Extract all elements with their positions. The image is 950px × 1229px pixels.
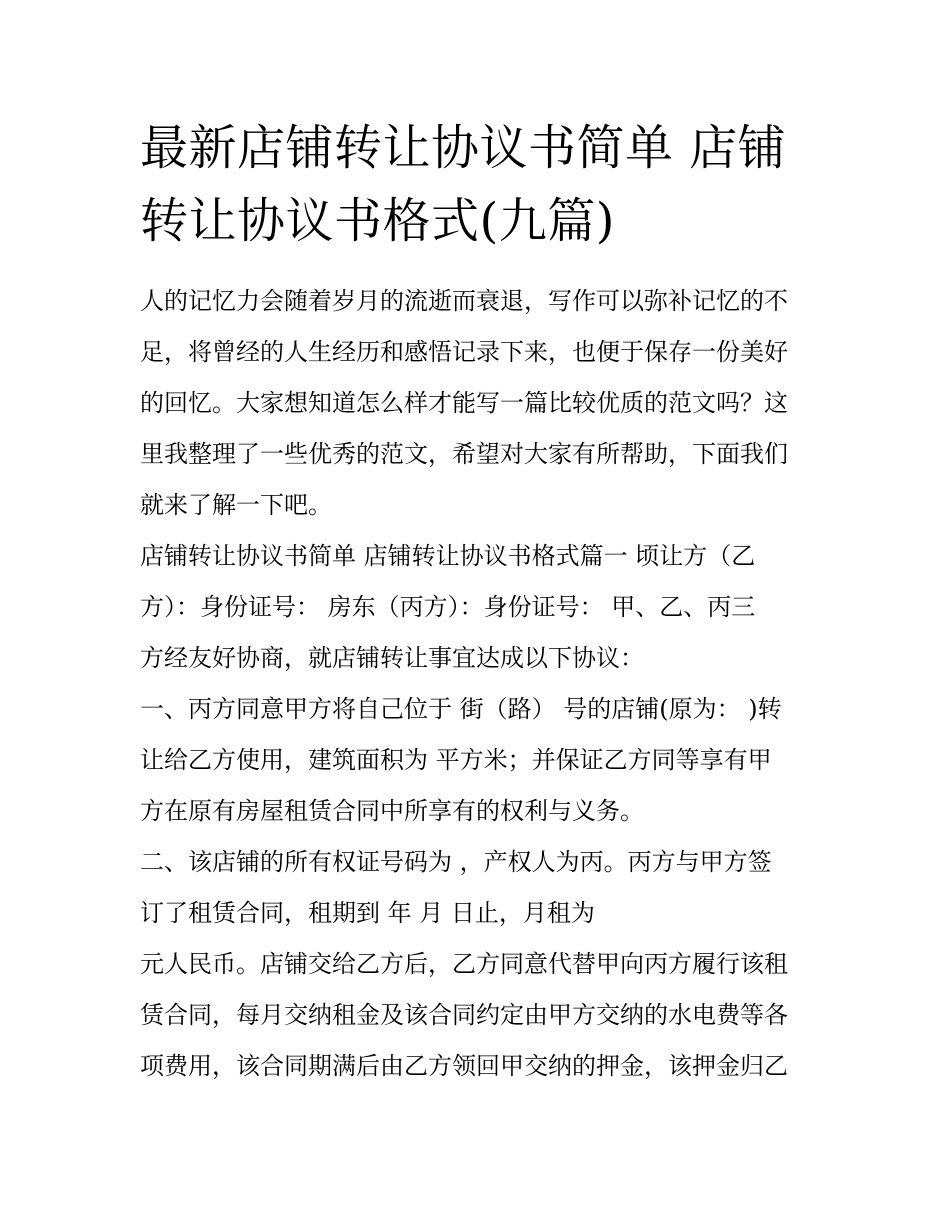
body-line: 方在原有房屋租赁合同中所享有的权利与义务。: [140, 797, 644, 825]
document-body: [140, 276, 830, 1092]
body-line: 店铺转让协议书简单 店铺转让协议书格式篇一 顷让方（乙: [140, 542, 756, 570]
body-line: 方经友好协商，就店铺转让事宜达成以下协议：: [140, 644, 644, 672]
document-title: [140, 112, 820, 258]
body-line: 的回忆。大家想知道怎么样才能写一篇比较优质的范文吗？这: [140, 389, 788, 417]
title-line: 转让协议书格式(九篇): [140, 193, 615, 249]
body-line: 元人民币。店铺交给乙方后，乙方同意代替甲向丙方履行该租: [140, 950, 788, 978]
title-line: 最新店铺转让协议书简单 店铺: [140, 120, 787, 176]
body-line: 就来了解一下吧。: [140, 491, 332, 519]
body-line: 订了租赁合同，租期到 年 月 日止，月租为: [140, 899, 595, 927]
body-line: 赁合同，每月交纳租金及该合同约定由甲方交纳的水电费等各: [140, 1001, 788, 1029]
body-line: 方）：身份证号： 房东（丙方）：身份证号： 甲、乙、丙三: [140, 593, 756, 621]
body-line: 足，将曾经的人生经历和感悟记录下来，也便于保存一份美好: [140, 338, 788, 366]
body-line: 项费用，该合同期满后由乙方领回甲交纳的押金，该押金归乙: [140, 1052, 788, 1080]
body-line: 里我整理了一些优秀的范文，希望对大家有所帮助，下面我们: [140, 440, 788, 468]
body-line: 一、丙方同意甲方将自己位于 街（路） 号的店铺(原为： )转: [140, 695, 782, 723]
body-line: 二、该店铺的所有权证号码为 ，产权人为丙。丙方与甲方签: [140, 848, 772, 876]
body-line: 让给乙方使用，建筑面积为 平方米；并保证乙方同等享有甲: [140, 746, 772, 774]
body-line: 人的记忆力会随着岁月的流逝而衰退，写作可以弥补记忆的不: [140, 287, 788, 315]
